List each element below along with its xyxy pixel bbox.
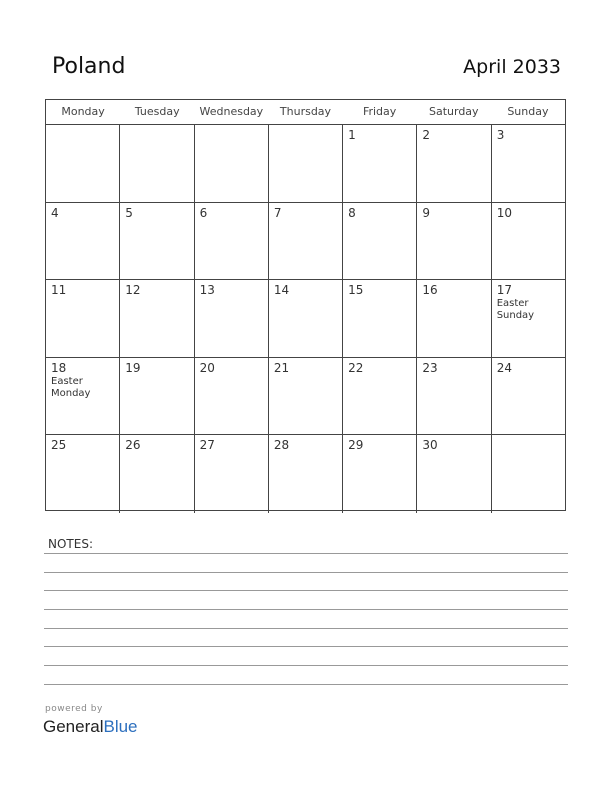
day-cell (492, 125, 565, 202)
day-cell (269, 203, 343, 280)
day-number: 14 (273, 283, 290, 297)
day-number: 22 (348, 360, 364, 375)
day-cell (343, 280, 417, 357)
week-row (46, 203, 565, 281)
day-cell (417, 435, 491, 513)
day-number: 5 (125, 205, 133, 220)
day-number: 15 (348, 283, 364, 297)
week-row (46, 435, 565, 513)
day-cell (343, 125, 417, 202)
day-number: 20 (199, 360, 215, 375)
day-cell (492, 358, 565, 435)
brand-blue-text: Blue (103, 717, 138, 736)
day-cell (417, 203, 491, 280)
day-number: 17 (496, 283, 512, 297)
day-cell (269, 280, 343, 357)
week-row (46, 125, 565, 203)
day-number: 27 (199, 438, 215, 452)
day-cell (195, 125, 269, 202)
weekday-monday: Monday (61, 105, 105, 118)
day-cell (417, 125, 491, 202)
note-line (44, 590, 568, 591)
day-cell (120, 435, 194, 513)
day-cell (269, 435, 343, 513)
note-line (44, 553, 568, 554)
day-cell (417, 280, 491, 357)
day-number: 2 (422, 128, 431, 142)
day-cell (46, 125, 120, 202)
day-number: 28 (273, 438, 290, 452)
day-number: 9 (422, 205, 431, 220)
day-cell (343, 435, 417, 513)
note-line (44, 665, 568, 666)
day-number: 16 (422, 283, 438, 297)
note-line (44, 609, 568, 610)
day-cell (46, 280, 120, 357)
day-number: 1 (348, 128, 356, 142)
day-cell (120, 203, 194, 280)
day-number: 25 (51, 438, 67, 452)
country-title: Poland (52, 54, 126, 79)
day-number: 26 (125, 438, 141, 452)
day-cell (195, 203, 269, 280)
day-number: 8 (348, 205, 356, 220)
weekday-saturday: Saturday (428, 105, 479, 118)
day-cell (492, 435, 565, 513)
note-line (44, 684, 568, 685)
weeks-container (46, 125, 565, 513)
day-number: 4 (51, 205, 59, 220)
day-number: 10 (496, 205, 512, 220)
brand-general-text: General (43, 717, 104, 736)
day-cell (343, 203, 417, 280)
day-number: 6 (199, 205, 208, 220)
weekday-thursday: Thursday (279, 105, 332, 118)
brand-logo (43, 717, 138, 737)
day-number: 29 (348, 438, 364, 452)
day-number: 13 (199, 283, 215, 297)
day-cell (195, 435, 269, 513)
calendar-grid (45, 99, 566, 511)
powered-by-text: powered by (45, 704, 103, 714)
day-number: 21 (273, 360, 290, 375)
weekday-friday: Friday (362, 105, 397, 118)
holiday-label: Easter Sunday (496, 298, 535, 321)
weekday-tuesday: Tuesday (134, 105, 180, 118)
day-cell (492, 203, 565, 280)
day-cell (417, 358, 491, 435)
day-number: 23 (422, 360, 438, 375)
day-cell (120, 280, 194, 357)
day-cell (492, 280, 565, 357)
day-number: 30 (422, 438, 438, 452)
holiday-label: Easter Monday (51, 375, 91, 399)
note-line (44, 628, 568, 629)
day-cell (120, 125, 194, 202)
day-number: 7 (273, 205, 282, 220)
day-number: 19 (125, 360, 141, 375)
day-cell (46, 203, 120, 280)
day-number: 11 (51, 283, 67, 297)
day-number: 24 (496, 360, 512, 375)
weekday-sunday: Sunday (507, 105, 549, 118)
note-line (44, 646, 568, 647)
day-number: 3 (496, 128, 505, 142)
week-row (46, 280, 565, 358)
day-cell (195, 358, 269, 435)
day-cell (120, 358, 194, 435)
day-cell (46, 358, 120, 435)
day-cell (195, 280, 269, 357)
notes-label: NOTES: (48, 537, 93, 551)
day-number: 12 (125, 283, 141, 297)
weekday-wednesday: Wednesday (199, 105, 264, 118)
day-cell (343, 358, 417, 435)
month-title: April 2033 (463, 56, 561, 78)
weekday-header-row (46, 100, 565, 125)
note-line (44, 572, 568, 573)
day-cell (46, 435, 120, 513)
week-row (46, 358, 565, 436)
day-cell (269, 358, 343, 435)
day-cell (269, 125, 343, 202)
day-number: 18 (51, 360, 67, 375)
